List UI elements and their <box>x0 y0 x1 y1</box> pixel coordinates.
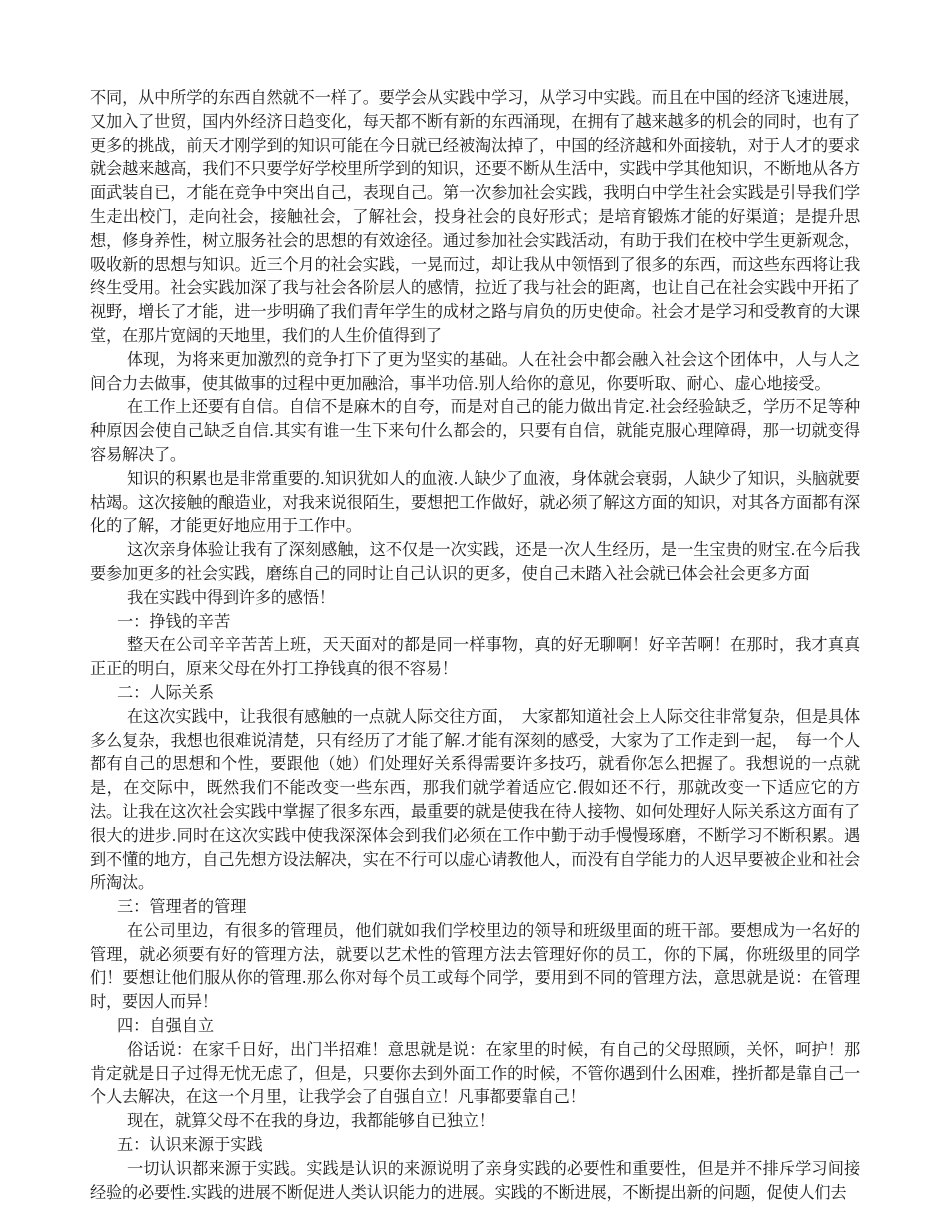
paragraph: 一切认识都来源于实践。实践是认识的来源说明了亲身实践的必要性和重要性，但是并不排斥学习间接经验的必要性.实践的进展不断促进人类认识能力的进展。实践的不断进展，不断提出新的问题，促使人们去 <box>90 1158 860 1202</box>
paragraph: 体现，为将来更加激烈的竞争打下了更为坚实的基础。人在社会中都会融入社会这个团体中，人与人之间合力去做事，使其做事的过程中更加融洽，事半功倍.别人给你的意见，你要听取、耐心、虚心地接受。 <box>90 349 860 393</box>
paragraph: 这次亲身体验让我有了深刻感触，这不仅是一次实践，还是一次人生经历，是一生宝贵的财宝.在今后我要参加更多的社会实践，磨练自己的同时让自己认识的更多，使自己未踏入社会就已体会社会更多方面 <box>90 540 860 583</box>
section-heading: 一：挣钱的辛苦 <box>117 611 231 631</box>
paragraph: 整天在公司辛辛苦苦上班，天天面对的都是同一样事物，真的好无聊啊！好辛苦啊！在那时，我才真真正正的明白，原来父母在外打工挣钱真的很不容易！ <box>90 635 860 679</box>
paragraph: 我在实践中得到许多的感悟！ <box>127 587 335 607</box>
paragraph: 在公司里边，有很多的管理员，他们就如我们学校里边的领导和班级里面的班干部。要想成为一名好的管理，就必须要有好的管理方法，就要以艺术性的管理方法去管理好你的员工，你的下属，你班级里的同学们！要想让他们服从你的管理.那么你对每个员工或每个同学，要用到不同的管理方法，意思就是说：在管理时，要因人而异！ <box>90 920 860 1012</box>
section-heading: 四：自强自立 <box>117 1016 215 1036</box>
section-heading: 三：管理者的管理 <box>117 897 247 917</box>
section-heading: 二：人际关系 <box>117 682 215 702</box>
paragraph: 俗话说：在家千日好，出门半招难！意思就是说：在家里的时候，有自己的父母照顾，关怀，呵护！那肯定就是日子过得无忧无虑了，但是，只要你去到外面工作的时候，不管你遇到什么困难，挫折都是靠自己一个人去解决，在这一个月里，让我学会了自强自立！凡事都要靠自己！ <box>90 1039 860 1107</box>
paragraph: 在工作上还要有自信。自信不是麻木的自夸，而是对自己的能力做出肯定.社会经验缺乏，学历不足等种种原因会使自己缺乏自信.其实有谁一生下来句什么都会的，只要有自信，就能克服心理障碍，那一切就变得容易解决了。 <box>90 397 860 464</box>
section-heading: 五：认识来源于实践 <box>117 1135 263 1155</box>
paragraph: 现在，就算父母不在我的身边，我都能够自已独立！ <box>127 1111 495 1131</box>
paragraph: 在这次实践中，让我很有感触的一点就人际交往方面， 大家都知道社会上人际交往非常复杂，但是具体多么复杂，我想也很难说清楚，只有经历了才能了解.才能有深刻的感受，大家为了工作走到一起， 每一个人都有自己的思想和个性，要跟他（她）们处理好关系得需要许多技巧，就看你怎么把握了。我想说的一点就是，在交际中，既然我们不能改变一些东西，那我们就学着适应它.假如还不行，那就改变一下适应它的方法。让我在这次社会实践中掌握了很多东西，最重要的就是使我在待人接物、如何处理好人际关系这方面有了很大的进步.同时在这次实践中使我深深体会到我们必须在工作中勤于动手慢慢琢磨，不断学习不断积累。遇到不懂的地方，自己先想方设法解决，实在不行可以虚心请教他人，而没有自学能力的人迟早要被企业和社会所淘汰。 <box>90 706 860 893</box>
paragraph: 知识的积累也是非常重要的.知识犹如人的血液.人缺少了血液，身体就会衰弱，人缺少了知识，头脑就要枯竭。这次接触的酿造业，对我来说很陌生，要想把工作做好，就必须了解这方面的知识，对其各方面都有深化的了解，才能更好地应用于工作中。 <box>90 468 860 536</box>
paragraph: 不同，从中所学的东西自然就不一样了。要学会从实践中学习，从学习中实践。而且在中国的经济飞速进展，又加入了世贸，国内外经济日趋变化，每天都不断有新的东西涌现，在拥有了越来越多的机会的同时，也有了更多的挑战，前天才刚学到的知识可能在今日就已经被淘汰掉了，中国的经济越和外面接轨，对于人才的要求就会越来越高，我们不只要学好学校里所学到的知识，还要不断从生活中，实践中学其他知识，不断地从各方面武装自已，才能在竞争中突出自己，表现自己。第一次参加社会实践，我明白中学生社会实践是引导我们学生走出校门，走向社会，接触社会，了解社会，投身社会的良好形式；是培育锻炼才能的好渠道；是提升思想，修身养性，树立服务社会的思想的有效途径。通过参加社会实践活动，有助于我们在校中学生更新观念，吸收新的思想与知识。近三个月的社会实践，一晃而过，却让我从中领悟到了很多的东西，而这些东西将让我终生受用。社会实践加深了我与社会各阶层人的感情，拉近了我与社会的距离，也让自己在社会实践中开拓了视野，增长了才能，进一步明确了我们青年学生的成材之路与肩负的历史使命。社会才是学习和受教育的大课堂，在那片宽阔的天地里，我们的人生价值得到了 <box>90 88 860 345</box>
